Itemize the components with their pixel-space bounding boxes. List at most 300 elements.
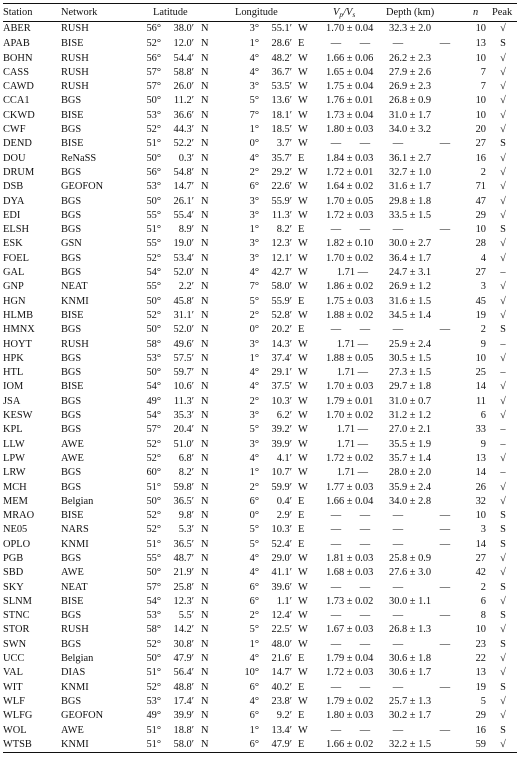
cell-network: BGS	[61, 224, 82, 236]
cell-lon-min: 52.4′	[271, 538, 292, 550]
cell-vpvs: 1.67 ± 0.03	[326, 624, 374, 636]
cell-lon-deg: 1°	[249, 352, 259, 364]
cell-lat-hemi: N	[201, 324, 209, 336]
cell-depth: 25.8 ± 0.9	[389, 552, 432, 564]
cell-depth: —	[392, 581, 404, 593]
cell-lat-deg: 50°	[146, 195, 161, 207]
cell-network: KNMI	[61, 295, 89, 307]
table-row	[3, 137, 517, 151]
cell-vpvs: 1.70 ± 0.02	[326, 252, 374, 264]
cell-n: 14	[475, 381, 486, 393]
cell-lon-hemi: W	[298, 695, 308, 707]
cell-lon-deg: 6°	[249, 495, 259, 507]
cell-lat-min: 0.3′	[178, 152, 194, 164]
cell-network: KNMI	[61, 738, 89, 750]
cell-depth: —	[392, 681, 404, 693]
cell-lon-deg: 3°	[249, 410, 259, 422]
cell-lat-deg: 50°	[146, 95, 161, 107]
cell-lat-min: 36.5′	[173, 538, 194, 550]
cell-network: BGS	[61, 410, 82, 422]
cell-station: WOL	[3, 724, 27, 736]
cell-lat-deg: 55°	[146, 552, 161, 564]
cell-lon-deg: 3°	[249, 23, 259, 34]
cell-network: GEOFON	[61, 181, 104, 193]
cell-lon-min: 3.7′	[276, 138, 292, 150]
cell-vpvs: 1.80 ± 0.03	[326, 124, 374, 136]
cell-lat-deg: 53°	[146, 695, 161, 707]
cell-vpvs: 1.88 ± 0.02	[326, 309, 374, 321]
cell-station: BOHN	[3, 52, 33, 64]
cell-station: ABER	[3, 23, 31, 34]
table-row	[3, 523, 517, 537]
cell-lat-hemi: N	[201, 138, 209, 150]
cell-peak: –	[500, 267, 506, 279]
table-row	[3, 638, 517, 652]
cell-lat-min: 31.1′	[173, 309, 194, 321]
cell-network: ReNaSS	[61, 152, 97, 164]
cell-vpvs: 1.82 ± 0.10	[326, 238, 374, 250]
cell-n: 10	[475, 52, 486, 64]
cell-lat-hemi: N	[201, 352, 209, 364]
cell-lon-hemi: E	[298, 653, 305, 665]
cell-vpvs: 1.71 —	[336, 267, 368, 279]
cell-lon-deg: 7°	[249, 281, 259, 293]
cell-station: OPLO	[3, 538, 31, 550]
cell-network: BGS	[61, 209, 82, 221]
table-row	[3, 109, 517, 123]
cell-lon-hemi: E	[298, 681, 305, 693]
table-row	[3, 652, 517, 666]
cell-lon-hemi: W	[298, 552, 308, 564]
cell-lon-min: 0.4′	[276, 495, 292, 507]
cell-lat-hemi: N	[201, 567, 209, 579]
cell-network: BGS	[61, 467, 82, 479]
cell-lon-min: 39.6′	[271, 581, 292, 593]
table-row	[3, 37, 517, 51]
cell-vpvs: —	[330, 138, 342, 150]
cell-lat-min: 59.8′	[173, 481, 194, 493]
cell-lon-hemi: W	[298, 581, 308, 593]
cell-peak: √	[500, 166, 506, 178]
cell-lon-hemi: W	[298, 610, 308, 622]
cell-peak: S	[500, 510, 506, 522]
cell-lat-deg: 58°	[146, 338, 161, 350]
cell-vpvs: 1.72 ± 0.03	[326, 209, 374, 221]
cell-peak: S	[500, 138, 506, 150]
cell-lat-min: 49.6′	[173, 338, 194, 350]
cell-network: BGS	[61, 124, 82, 136]
cell-station: DSB	[3, 181, 24, 193]
cell-n: 22	[475, 653, 486, 665]
cell-station: HLMB	[3, 309, 34, 321]
cell-peak: –	[500, 467, 506, 479]
cell-lon-min: 47.9′	[271, 738, 292, 750]
cell-lon-deg: 7°	[249, 109, 259, 121]
cell-lon-deg: 10°	[244, 667, 259, 679]
table-row	[3, 509, 517, 523]
cell-lat-hemi: N	[201, 681, 209, 693]
table-bottom-rule	[3, 752, 517, 753]
cell-depth: 30.6 ± 1.7	[389, 667, 432, 679]
cell-lat-min: 54.4′	[173, 52, 194, 64]
cell-lon-min: 55.9′	[271, 195, 292, 207]
cell-vpvs-err: —	[359, 681, 371, 693]
table-row	[3, 481, 517, 495]
cell-lat-deg: 57°	[146, 81, 161, 93]
cell-lon-deg: 1°	[249, 224, 259, 236]
cell-peak: √	[500, 238, 506, 250]
cell-lon-min: 6.2′	[276, 410, 292, 422]
cell-n: 6	[480, 595, 486, 607]
cell-depth-err: —	[439, 524, 451, 536]
cell-network: RUSH	[61, 52, 89, 64]
cell-depth: 30.5 ± 1.5	[389, 352, 432, 364]
cell-lat-deg: 50°	[146, 152, 161, 164]
cell-network: GEOFON	[61, 710, 104, 722]
cell-lon-min: 35.7′	[271, 152, 292, 164]
cell-n: 14	[475, 538, 486, 550]
cell-lat-hemi: N	[201, 195, 209, 207]
cell-lat-deg: 51°	[146, 481, 161, 493]
cell-lon-deg: 5°	[249, 524, 259, 536]
cell-peak: √	[500, 209, 506, 221]
cell-lat-deg: 51°	[146, 138, 161, 150]
cell-station: HMNX	[3, 324, 35, 336]
cell-lon-hemi: W	[298, 66, 308, 78]
cell-peak: S	[500, 638, 506, 650]
header-vpvs: $V_p/V_s$	[333, 7, 356, 19]
cell-lon-hemi: W	[298, 481, 308, 493]
cell-lat-min: 14.2′	[173, 624, 194, 636]
cell-lon-deg: 4°	[249, 267, 259, 279]
cell-station: SWN	[3, 638, 27, 650]
cell-vpvs: 1.72 ± 0.02	[326, 452, 374, 464]
cell-vpvs: 1.79 ± 0.02	[326, 695, 374, 707]
cell-station: MRAO	[3, 510, 35, 522]
cell-station: LRW	[3, 467, 26, 479]
cell-peak: √	[500, 552, 506, 564]
cell-lon-hemi: W	[298, 23, 308, 34]
cell-lon-deg: 4°	[249, 653, 259, 665]
cell-station: FOEL	[3, 252, 29, 264]
cell-peak: √	[500, 66, 506, 78]
cell-lat-hemi: N	[201, 438, 209, 450]
cell-lon-min: 14.7′	[271, 667, 292, 679]
table-row	[3, 438, 517, 452]
cell-lat-min: 55.4′	[173, 209, 194, 221]
cell-peak: √	[500, 95, 506, 107]
cell-lon-min: 39.9′	[271, 438, 292, 450]
cell-lon-deg: 5°	[249, 424, 259, 436]
cell-vpvs: —	[330, 681, 342, 693]
cell-lat-min: 35.3′	[173, 410, 194, 422]
cell-lat-deg: 52°	[146, 524, 161, 536]
cell-lon-deg: 1°	[249, 638, 259, 650]
cell-station: WIT	[3, 681, 23, 693]
cell-n: 25	[475, 367, 486, 379]
cell-station: CAWD	[3, 81, 34, 93]
cell-peak: √	[500, 52, 506, 64]
header-n: n	[473, 7, 479, 18]
cell-peak: √	[500, 252, 506, 264]
cell-lon-min: 29.2′	[271, 166, 292, 178]
table-row	[3, 123, 517, 137]
cell-depth: 34.0 ± 2.8	[389, 495, 432, 507]
cell-lon-hemi: W	[298, 567, 308, 579]
cell-lat-deg: 58°	[146, 624, 161, 636]
cell-depth: 31.0 ± 1.7	[389, 109, 432, 121]
cell-peak: √	[500, 124, 506, 136]
cell-lat-min: 48.7′	[173, 552, 194, 564]
cell-lon-min: 55.1′	[271, 23, 292, 34]
cell-lon-min: 42.7′	[271, 267, 292, 279]
table-row	[3, 66, 517, 80]
cell-lon-min: 11.3′	[271, 209, 292, 221]
cell-station: CCA1	[3, 95, 30, 107]
cell-depth: —	[392, 524, 404, 536]
cell-network: BGS	[61, 324, 82, 336]
table-body	[3, 22, 517, 752]
cell-lat-hemi: N	[201, 552, 209, 564]
table-row	[3, 495, 517, 509]
cell-peak: √	[500, 109, 506, 121]
cell-network: NEAT	[61, 581, 88, 593]
table-row	[3, 466, 517, 480]
cell-lat-deg: 53°	[146, 109, 161, 121]
cell-depth-err: —	[439, 724, 451, 736]
cell-station: HTL	[3, 367, 24, 379]
cell-lat-deg: 55°	[146, 209, 161, 221]
cell-lat-min: 5.3′	[178, 524, 194, 536]
cell-depth: 33.5 ± 1.5	[389, 209, 432, 221]
cell-depth: 29.8 ± 1.8	[389, 195, 432, 207]
cell-network: BGS	[61, 552, 82, 564]
cell-station: CASS	[3, 66, 29, 78]
cell-depth: 35.7 ± 1.4	[389, 452, 432, 464]
cell-n: 33	[475, 424, 486, 436]
cell-lon-hemi: E	[298, 738, 305, 750]
cell-lat-hemi: N	[201, 424, 209, 436]
cell-network: Belgian	[61, 495, 94, 507]
cell-station: LPW	[3, 452, 25, 464]
cell-lat-deg: 49°	[146, 395, 161, 407]
cell-network: BGS	[61, 166, 82, 178]
cell-lon-hemi: W	[298, 166, 308, 178]
cell-lon-hemi: E	[298, 710, 305, 722]
cell-n: 9	[480, 438, 486, 450]
table-row	[3, 338, 517, 352]
cell-lon-deg: 5°	[249, 95, 259, 107]
cell-vpvs: 1.66 ± 0.04	[326, 495, 374, 507]
cell-vpvs: —	[330, 324, 342, 336]
cell-depth: 34.5 ± 1.4	[389, 309, 432, 321]
cell-lat-deg: 50°	[146, 567, 161, 579]
cell-n: 11	[475, 395, 486, 407]
cell-n: 8	[480, 610, 486, 622]
table-row	[3, 581, 517, 595]
cell-depth: —	[392, 510, 404, 522]
cell-n: 7	[480, 66, 486, 78]
cell-station: PGB	[3, 552, 24, 564]
cell-lat-deg: 51°	[146, 724, 161, 736]
cell-peak: S	[500, 324, 506, 336]
cell-lat-min: 21.9′	[173, 567, 194, 579]
cell-lon-hemi: E	[298, 38, 305, 50]
cell-vpvs: 1.70 ± 0.05	[326, 195, 374, 207]
cell-lat-min: 38.0′	[173, 23, 194, 34]
cell-vpvs: 1.66 ± 0.06	[326, 52, 374, 64]
cell-lon-hemi: E	[298, 495, 305, 507]
table-row	[3, 709, 517, 723]
cell-lat-deg: 55°	[146, 281, 161, 293]
cell-station: STNC	[3, 610, 30, 622]
cell-lat-min: 25.8′	[173, 581, 194, 593]
cell-lat-deg: 54°	[146, 410, 161, 422]
cell-network: AWE	[61, 724, 84, 736]
cell-station: JSA	[3, 395, 21, 407]
cell-lat-deg: 51°	[146, 738, 161, 750]
cell-lon-hemi: W	[298, 138, 308, 150]
cell-network: BISE	[61, 109, 84, 121]
cell-vpvs: 1.81 ± 0.03	[326, 552, 374, 564]
table-row	[3, 595, 517, 609]
cell-depth: 31.6 ± 1.5	[389, 295, 432, 307]
cell-lon-deg: 3°	[249, 81, 259, 93]
table-row	[3, 295, 517, 309]
cell-lat-hemi: N	[201, 653, 209, 665]
cell-lat-hemi: N	[201, 610, 209, 622]
cell-lon-min: 14.3′	[271, 338, 292, 350]
table-row	[3, 366, 517, 380]
cell-lat-hemi: N	[201, 395, 209, 407]
cell-station: UCC	[3, 653, 25, 665]
cell-peak: √	[500, 567, 506, 579]
cell-depth: 31.6 ± 1.7	[389, 181, 432, 193]
cell-depth: 30.6 ± 1.8	[389, 653, 432, 665]
cell-n: 10	[475, 624, 486, 636]
cell-lon-hemi: W	[298, 624, 308, 636]
cell-n: 10	[475, 224, 486, 236]
cell-lat-hemi: N	[201, 524, 209, 536]
cell-n: 42	[475, 567, 486, 579]
cell-lon-hemi: W	[298, 595, 308, 607]
cell-lat-min: 51.0′	[173, 438, 194, 450]
cell-vpvs: 1.77 ± 0.03	[326, 481, 374, 493]
cell-lat-deg: 50°	[146, 367, 161, 379]
cell-depth-err: —	[439, 510, 451, 522]
cell-lat-deg: 51°	[146, 667, 161, 679]
cell-n: 10	[475, 109, 486, 121]
cell-station: SBD	[3, 567, 24, 579]
cell-lat-min: 39.9′	[173, 710, 194, 722]
cell-peak: √	[500, 738, 506, 750]
cell-lat-min: 20.4′	[173, 424, 194, 436]
cell-network: BGS	[61, 252, 82, 264]
cell-lat-hemi: N	[201, 109, 209, 121]
cell-lat-hemi: N	[201, 495, 209, 507]
cell-n: 59	[475, 738, 486, 750]
cell-lon-hemi: W	[298, 638, 308, 650]
cell-peak: √	[500, 495, 506, 507]
cell-peak: √	[500, 152, 506, 164]
cell-lon-deg: 0°	[249, 324, 259, 336]
cell-lon-hemi: W	[298, 395, 308, 407]
cell-lon-min: 48.0′	[271, 638, 292, 650]
cell-lon-deg: 6°	[249, 181, 259, 193]
cell-depth: 25.9 ± 2.4	[389, 338, 432, 350]
cell-depth: 36.1 ± 2.7	[389, 152, 432, 164]
cell-station: KESW	[3, 410, 33, 422]
cell-network: RUSH	[61, 81, 89, 93]
cell-lon-deg: 4°	[249, 367, 259, 379]
cell-vpvs-err: —	[359, 138, 371, 150]
cell-lat-deg: 60°	[146, 467, 161, 479]
table-row	[3, 223, 517, 237]
cell-lon-min: 20.2′	[271, 324, 292, 336]
cell-lat-deg: 52°	[146, 681, 161, 693]
cell-station: GAL	[3, 267, 25, 279]
cell-vpvs: 1.79 ± 0.01	[326, 395, 374, 407]
cell-lat-min: 52.0′	[173, 324, 194, 336]
cell-depth-err: —	[439, 681, 451, 693]
cell-station: DYA	[3, 195, 25, 207]
cell-lat-deg: 53°	[146, 610, 161, 622]
cell-network: DIAS	[61, 667, 86, 679]
table-row	[3, 323, 517, 337]
cell-lon-min: 29.0′	[271, 552, 292, 564]
cell-vpvs: 1.73 ± 0.02	[326, 595, 374, 607]
cell-lon-min: 1.1′	[276, 595, 292, 607]
cell-depth: —	[392, 224, 404, 236]
cell-lon-min: 37.5′	[271, 381, 292, 393]
cell-network: BGS	[61, 695, 82, 707]
cell-lat-deg: 50°	[146, 295, 161, 307]
table-row	[3, 80, 517, 94]
cell-lat-hemi: N	[201, 309, 209, 321]
cell-peak: √	[500, 595, 506, 607]
cell-depth: 32.7 ± 1.0	[389, 166, 432, 178]
cell-vpvs: 1.68 ± 0.03	[326, 567, 374, 579]
cell-lat-hemi: N	[201, 638, 209, 650]
cell-vpvs-err: —	[359, 224, 371, 236]
cell-peak: S	[500, 524, 506, 536]
cell-vpvs: —	[330, 524, 342, 536]
cell-lon-hemi: W	[298, 667, 308, 679]
cell-lat-min: 8.2′	[178, 467, 194, 479]
cell-lat-hemi: N	[201, 481, 209, 493]
cell-lat-min: 12.3′	[173, 595, 194, 607]
cell-lon-hemi: W	[298, 81, 308, 93]
table-row	[3, 237, 517, 251]
cell-vpvs: —	[330, 38, 342, 50]
cell-lon-min: 21.6′	[271, 653, 292, 665]
cell-lon-hemi: W	[298, 309, 308, 321]
table-row	[3, 309, 517, 323]
cell-lon-hemi: W	[298, 381, 308, 393]
table-row	[3, 452, 517, 466]
cell-lat-hemi: N	[201, 252, 209, 264]
header-depth: Depth (km)	[386, 7, 435, 18]
cell-lon-hemi: E	[298, 152, 305, 164]
cell-lat-hemi: N	[201, 452, 209, 464]
cell-depth: 26.8 ± 1.3	[389, 624, 432, 636]
cell-lon-deg: 3°	[249, 438, 259, 450]
cell-vpvs: —	[330, 638, 342, 650]
cell-lat-deg: 54°	[146, 381, 161, 393]
cell-lat-min: 36.5′	[173, 495, 194, 507]
cell-lat-deg: 57°	[146, 66, 161, 78]
cell-lon-min: 59.9′	[271, 481, 292, 493]
